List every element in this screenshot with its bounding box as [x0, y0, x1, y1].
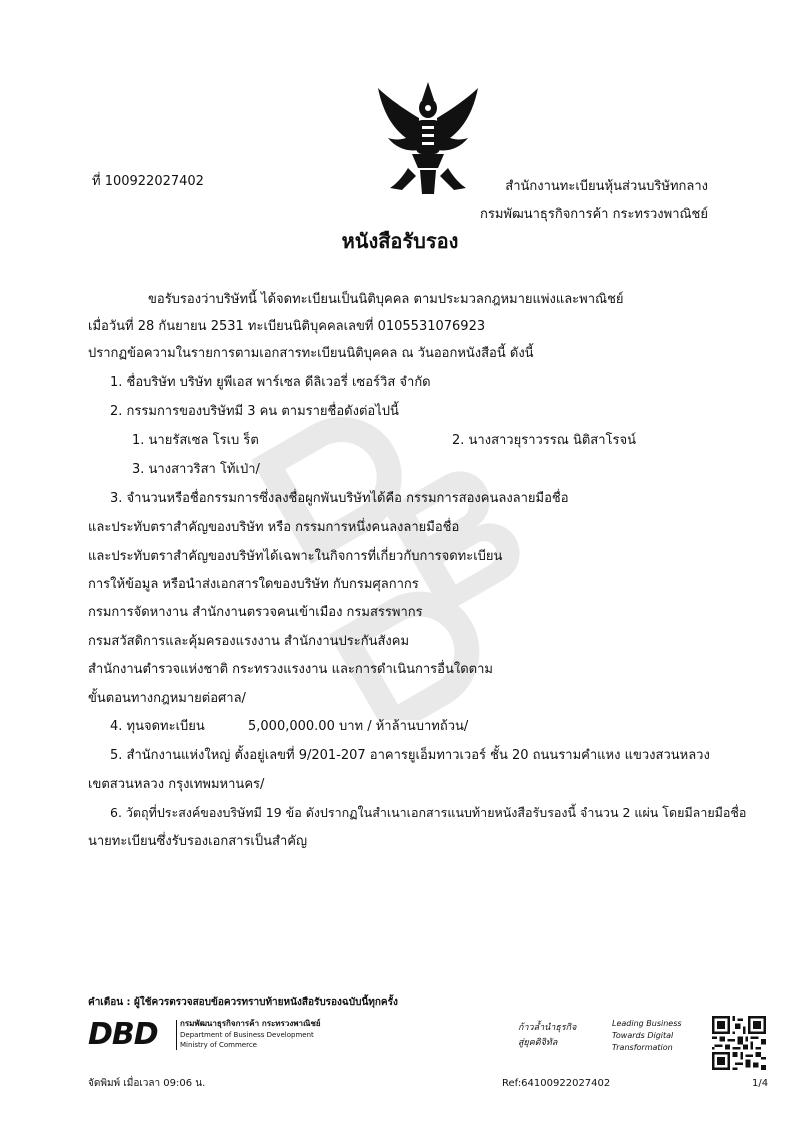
item3-line: และประทับตราสำคัญของบริษัทได้เฉพาะในกิจการที่เกี่ยวกับการจดทะเบียน — [88, 549, 503, 564]
dbd-logo — [88, 1018, 172, 1052]
director-2: 2. นางสาวยุราวรรณ นิติสาโรจน์ — [452, 433, 636, 448]
slogan-en-line-3: Transformation — [612, 1043, 673, 1052]
item3-line: กรมสวัสดิการและคุ้มครองแรงงาน สำนักงานประกันสังคม — [88, 634, 410, 649]
ministry-name-en: Ministry of Commerce — [180, 1041, 257, 1049]
item3-line: สำนักงานตำรวจแห่งชาติ กระทรวงแรงงาน และการดำเนินการอื่นใดตาม — [88, 662, 493, 677]
item3-line: การให้ข้อมูล หรือนำส่งเอกสารใดของบริษัท กับกรมศุลกากร — [88, 577, 419, 592]
item-capital-label: 4. ทุนจดทะเบียน — [110, 719, 205, 734]
slogan-th-line-2: สู่ยุคดิจิทัล — [518, 1038, 558, 1048]
intro-line-1: ขอรับรองว่าบริษัทนี้ ได้จดทะเบียนเป็นนิติบุคคล ตามประมวลกฎหมายแพ่งและพาณิชย์ — [148, 292, 624, 307]
footer-warning: คำเตือน : ผู้ใช้ควรตรวจสอบข้อควรทราบท้ายหนังสือรับรองฉบับนี้ทุกครั้ง — [88, 997, 398, 1008]
slogan-en-line-1: Leading Business — [612, 1019, 682, 1028]
department-name-th: กรมพัฒนาธุรกิจการค้า กระทรวงพาณิชย์ — [180, 1019, 321, 1028]
item-directors-count: 2. กรรมการของบริษัทมี 3 คน ตามรายชื่อดังต่อไปนี้ — [110, 404, 399, 419]
intro-line-3: ปรากฏข้อความในรายการตามเอกสารทะเบียนนิติบุคคล ณ วันออกหนังสือนี้ ดังนี้ — [88, 346, 534, 361]
issuing-office: สำนักงานทะเบียนหุ้นส่วนบริษัทกลาง — [505, 179, 708, 194]
printed-time: จัดพิมพ์ เมื่อเวลา 09:06 น. — [88, 1078, 206, 1089]
director-1: 1. นายรัสเซล โรเบ ร็ต — [132, 433, 259, 448]
page-number: 1/4 — [752, 1078, 769, 1089]
document-number: ที่ 100922027402 — [92, 174, 204, 189]
item-capital-value: 5,000,000.00 บาท / ห้าล้านบาทถ้วน/ — [248, 719, 469, 734]
document-title: หนังสือรับรอง — [341, 229, 459, 253]
item3-line: กรมการจัดหางาน สำนักงานตรวจคนเข้าเมือง กรมสรรพากร — [88, 605, 423, 620]
item-objectives-line-2: นายทะเบียนซึ่งรับรองเอกสารเป็นสำคัญ — [88, 834, 308, 849]
reference-number: Ref:64100922027402 — [502, 1078, 611, 1089]
item-company-name: 1. ชื่อบริษัท บริษัท ยูพีเอส พาร์เซล ดีลิเวอรี่ เซอร์วิส จำกัด — [110, 375, 431, 390]
qr-code-icon — [712, 1016, 766, 1070]
director-3: 3. นางสาวริสา โท้เป่า/ — [132, 462, 260, 477]
item3-line: ขั้นตอนทางกฎหมายต่อศาล/ — [88, 691, 246, 706]
item-address-line-1: 5. สำนักงานแห่งใหญ่ ตั้งอยู่เลขที่ 9/201-207 อาคารยูเอ็มทาวเวอร์ ชั้น 20 ถนนรามคำแหง แขวงสวนหลวง — [110, 748, 710, 763]
dbd-logo-text: DBD — [88, 1017, 158, 1052]
item3-line: และประทับตราสำคัญของบริษัท หรือ กรรมการหนึ่งคนลงลายมือชื่อ — [88, 520, 460, 535]
slogan-th-line-1: ก้าวล้ำนำธุรกิจ — [518, 1023, 577, 1033]
intro-line-2: เมื่อวันที่ 28 กันยายน 2531 ทะเบียนนิติบุคคลเลขที่ 0105531076923 — [88, 319, 486, 334]
item-address-line-2: เขตสวนหลวง กรุงเทพมหานคร/ — [88, 777, 265, 792]
item3-line: 3. จำนวนหรือชื่อกรรมการซึ่งลงชื่อผูกพันบริษัทได้คือ กรรมการสองคนลงลายมือชื่อ — [110, 491, 569, 506]
issuing-department: กรมพัฒนาธุรกิจการค้า กระทรวงพาณิชย์ — [479, 207, 708, 222]
slogan-en-line-2: Towards Digital — [612, 1031, 674, 1040]
department-name-en: Department of Business Development — [180, 1031, 314, 1039]
logo-divider — [176, 1020, 177, 1050]
garuda-emblem-icon — [372, 78, 484, 198]
item-objectives-line-1: 6. วัตถุที่ประสงค์ของบริษัทมี 19 ข้อ ดังปรากฏในสำเนาเอกสารแนบท้ายหนังสือรับรองนี้ จำนวน 2 แผ่น โดยมีลายมือชื่อ — [110, 805, 747, 820]
